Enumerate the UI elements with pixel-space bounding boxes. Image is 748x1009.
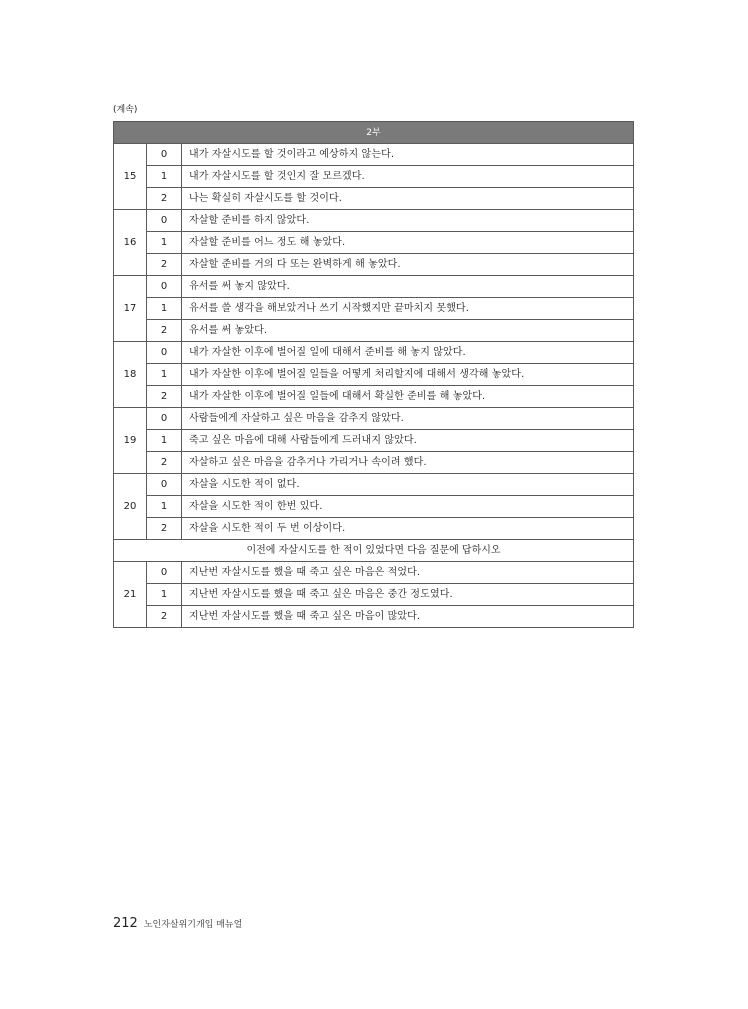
item-number: 21 <box>114 562 147 628</box>
table-row <box>114 342 634 364</box>
table-row <box>114 232 634 254</box>
table-row <box>114 188 634 210</box>
option-text: 유서를 써 놓지 않았다. <box>182 276 634 298</box>
option-text: 지난번 자살시도를 했을 때 죽고 싶은 마음은 적었다. <box>182 562 634 584</box>
table-row <box>114 562 634 584</box>
table-row <box>114 474 634 496</box>
option-text: 지난번 자살시도를 했을 때 죽고 싶은 마음은 중간 정도였다. <box>182 584 634 606</box>
table-row <box>114 298 634 320</box>
score-cell: 1 <box>147 584 182 606</box>
score-cell: 2 <box>147 254 182 276</box>
table-row <box>114 364 634 386</box>
option-text: 죽고 싶은 마음에 대해 사람들에게 드러내지 않았다. <box>182 430 634 452</box>
page-number: 212 <box>113 916 138 931</box>
score-cell: 2 <box>147 386 182 408</box>
score-cell: 1 <box>147 496 182 518</box>
score-cell: 2 <box>147 452 182 474</box>
score-cell: 2 <box>147 188 182 210</box>
option-text: 내가 자살시도를 할 것이라고 예상하지 않는다. <box>182 144 634 166</box>
table-row <box>114 430 634 452</box>
table-row <box>114 144 634 166</box>
score-cell: 1 <box>147 430 182 452</box>
option-text: 자살할 준비를 하지 않았다. <box>182 210 634 232</box>
table-row <box>114 254 634 276</box>
option-text: 내가 자살한 이후에 벌어질 일들에 대해서 확실한 준비를 해 놓았다. <box>182 386 634 408</box>
score-cell: 0 <box>147 276 182 298</box>
item-number: 19 <box>114 408 147 474</box>
score-cell: 0 <box>147 474 182 496</box>
item-number: 15 <box>114 144 147 210</box>
scale-table <box>113 121 634 628</box>
score-cell: 0 <box>147 562 182 584</box>
table-row <box>114 606 634 628</box>
option-text: 내가 자살한 이후에 벌어질 일들을 어떻게 처리할지에 대해서 생각해 놓았다. <box>182 364 634 386</box>
table-row <box>114 452 634 474</box>
table-row <box>114 584 634 606</box>
score-cell: 2 <box>147 518 182 540</box>
option-text: 나는 확실히 자살시도를 할 것이다. <box>182 188 634 210</box>
item-number: 17 <box>114 276 147 342</box>
table-row <box>114 386 634 408</box>
option-text: 자살을 시도한 적이 한번 있다. <box>182 496 634 518</box>
score-cell: 2 <box>147 320 182 342</box>
part-header: 2부 <box>114 122 634 144</box>
table-row <box>114 276 634 298</box>
option-text: 유서를 써 놓았다. <box>182 320 634 342</box>
continued-label: (계속) <box>113 105 138 115</box>
option-text: 사람들에게 자살하고 싶은 마음을 감추지 않았다. <box>182 408 634 430</box>
score-cell: 1 <box>147 298 182 320</box>
page-footer <box>113 916 242 931</box>
table-row <box>114 320 634 342</box>
item-number: 18 <box>114 342 147 408</box>
item-number: 20 <box>114 474 147 540</box>
score-cell: 0 <box>147 408 182 430</box>
option-text: 내가 자살시도를 할 것인지 잘 모르겠다. <box>182 166 634 188</box>
table-row <box>114 496 634 518</box>
option-text: 유서를 쓸 생각을 해보았거나 쓰기 시작했지만 끝마치지 못했다. <box>182 298 634 320</box>
part-header-row <box>114 122 634 144</box>
conditional-note: 이전에 자살시도를 한 적이 있었다면 다음 질문에 답하시오 <box>114 540 634 562</box>
book-title: 노인자살위기개입 매뉴얼 <box>143 920 243 930</box>
table-row <box>114 518 634 540</box>
option-text: 내가 자살한 이후에 벌어질 일에 대해서 준비를 해 놓지 않았다. <box>182 342 634 364</box>
option-text: 자살하고 싶은 마음을 감추거나 가리거나 속이려 했다. <box>182 452 634 474</box>
score-cell: 1 <box>147 166 182 188</box>
score-cell: 0 <box>147 144 182 166</box>
table-row <box>114 166 634 188</box>
option-text: 자살할 준비를 어느 정도 해 놓았다. <box>182 232 634 254</box>
option-text: 자살을 시도한 적이 없다. <box>182 474 634 496</box>
option-text: 자살할 준비를 거의 다 또는 완벽하게 해 놓았다. <box>182 254 634 276</box>
option-text: 자살을 시도한 적이 두 번 이상이다. <box>182 518 634 540</box>
score-cell: 1 <box>147 364 182 386</box>
score-cell: 0 <box>147 210 182 232</box>
option-text: 지난번 자살시도를 했을 때 죽고 싶은 마음이 많았다. <box>182 606 634 628</box>
table-row <box>114 210 634 232</box>
score-cell: 1 <box>147 232 182 254</box>
score-cell: 2 <box>147 606 182 628</box>
score-cell: 0 <box>147 342 182 364</box>
table-row <box>114 408 634 430</box>
item-number: 16 <box>114 210 147 276</box>
conditional-note-row <box>114 540 634 562</box>
